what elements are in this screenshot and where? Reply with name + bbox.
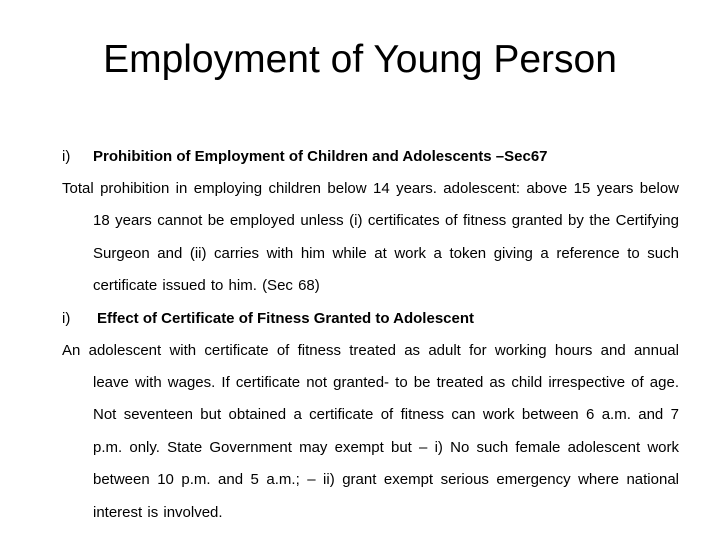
section-body-certificate-effect: An adolescent with certificate of fitness treated as adult for working hours and annual leave with wages. If certificate not granted- to be treated as child irrespective of age. Not seventeen but obtained a certificate of fitness can work between 6 a.m. and 7 p.m. only. State Government may exempt but – i) No such female adolescent work between 10 p.m. and 5 a.m.; – ii) grant exempt serious emergency where national interest is involved.: [62, 341, 679, 521]
section-body-prohibition: Total prohibition in employing children below 14 years. adolescent: above 15 years below 18 years cannot be employed unless (i) certificates of fitness granted by the Certifying Surgeon and (ii) carries with him while at work a token giving a reference to such certificate issued to him. (Sec 68): [62, 180, 679, 295]
page-title: Employment of Young Person: [103, 38, 617, 81]
section-heading-certificate-effect: [62, 303, 679, 335]
section-heading-text: Effect of Certificate of Fitness Granted to Adolescent: [97, 309, 474, 327]
slide-content: [62, 141, 679, 529]
section-heading-prohibition: [62, 141, 679, 173]
section-heading-text: Prohibition of Employment of Children and Adolescents –Sec67: [93, 148, 548, 165]
section-number: i): [62, 148, 71, 165]
section-number: i): [62, 309, 71, 327]
